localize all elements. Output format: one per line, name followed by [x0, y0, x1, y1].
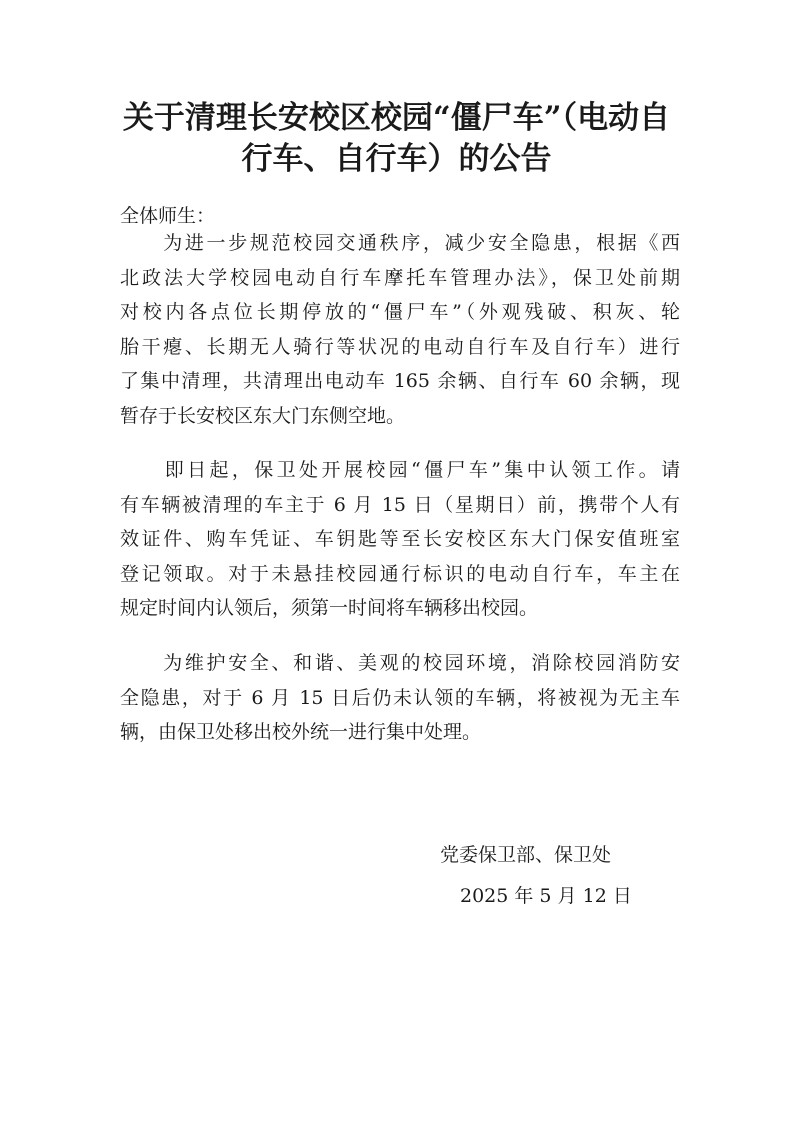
paragraph-line: 为维护安全、和谐、美观的校园环境，消除校园消防安 [120, 652, 680, 674]
notice-title-line-1: 关于清理长安校区校园“僵尸车”（电动自 [122, 100, 671, 136]
paragraph-line: 即日起，保卫处开展校园“僵尸车”集中认领工作。请 [120, 459, 680, 481]
signature-department: 党委保卫部、保卫处 [440, 844, 612, 866]
paragraph-2 [120, 453, 680, 626]
paragraph-line: 全隐患，对于 6 月 15 日后仍未认领的车辆，将被视为无主车 [120, 686, 680, 709]
paragraph-line: 为进一步规范校园交通秩序，减少安全隐患，根据《西 [120, 232, 680, 254]
paragraph-line: 对校内各点位长期停放的“僵尸车”（外观残破、积灰、轮 [120, 301, 680, 323]
paragraph-line: 规定时间内认领后，须第一时间将车辆移出校园。 [120, 597, 539, 619]
paragraph-line: 效证件、购车凭证、车钥匙等至长安校区东大门保安值班室 [120, 528, 680, 550]
paragraph-line: 有车辆被清理的车主于 6 月 15 日（星期日）前，携带个人有 [120, 493, 680, 516]
paragraph-line: 暂存于长安校区东大门东侧空地。 [120, 404, 406, 427]
paragraph-line: 登记领取。对于未悬挂校园通行标识的电动自行车，车主在 [120, 562, 680, 585]
paragraph-line: 了集中清理，共清理出电动车 165 余辆、自行车 60 余辆，现 [120, 370, 680, 392]
paragraph-line: 辆，由保卫处移出校外统一进行集中处理。 [120, 721, 482, 743]
paragraph-3 [120, 646, 680, 750]
paragraph-line: 北政法大学校园电动自行车摩托车管理办法》，保卫处前期 [120, 266, 680, 289]
notice-title-line-2: 行车、自行车）的公告 [241, 141, 552, 177]
paragraph-1 [120, 226, 680, 433]
salutation: 全体师生： [120, 205, 216, 227]
signature-date: 2025 年 5 月 12 日 [460, 885, 632, 907]
paragraph-line: 胎干瘪、长期无人骑行等状况的电动自行车及自行车）进行 [120, 335, 680, 358]
